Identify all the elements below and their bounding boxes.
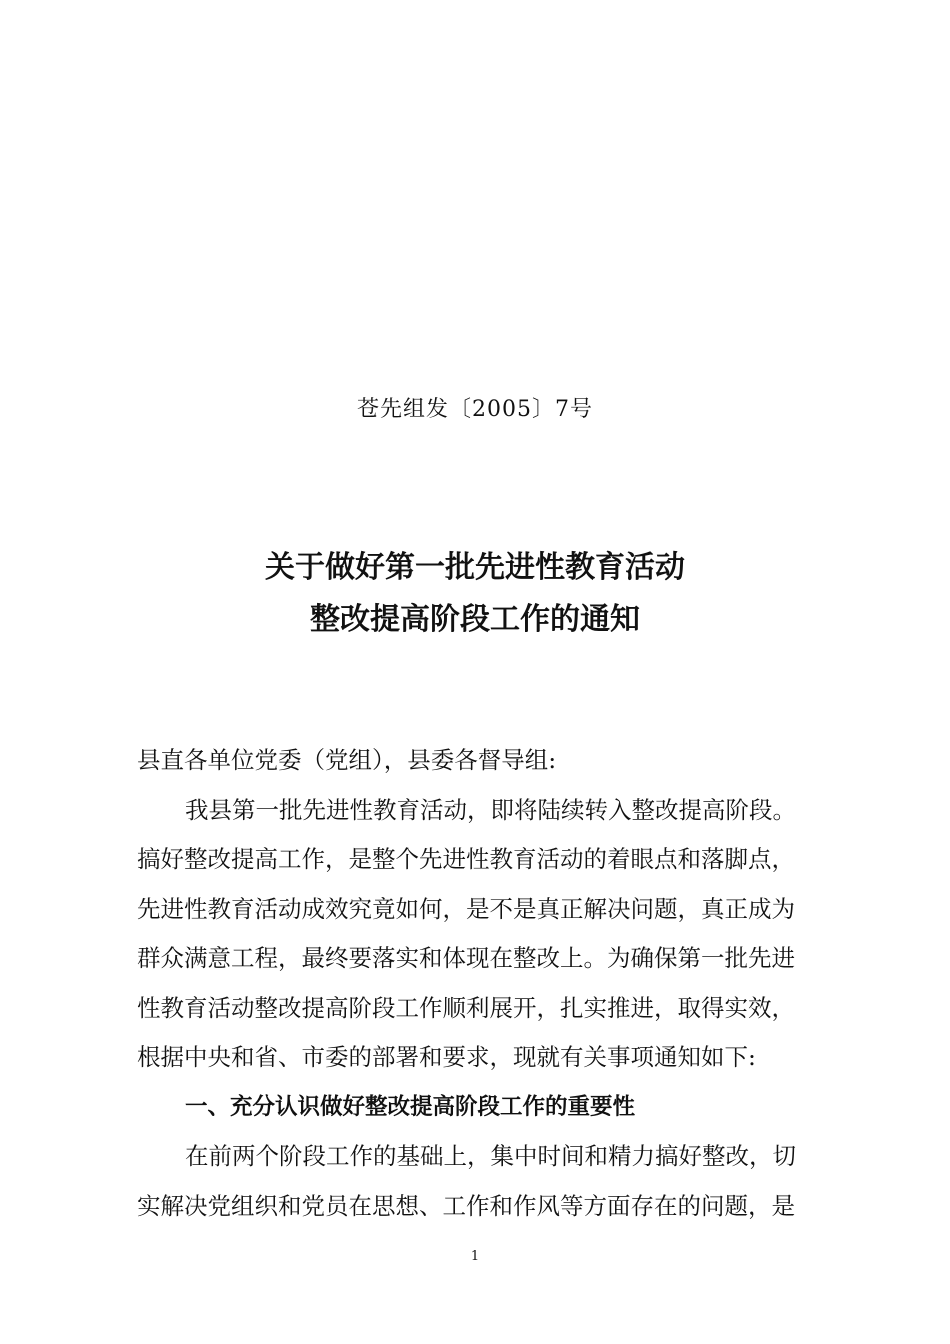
document-title-line-2: 整改提高阶段工作的通知 (310, 602, 640, 637)
salutation: 县直各单位党委（党组），县委各督导组: (137, 746, 557, 774)
paragraph-2-line: 实解决党组织和党员在思想、工作和作风等方面存在的问题，是 (137, 1191, 795, 1220)
paragraph-1-line: 搞好整改提高工作，是整个先进性教育活动的着眼点和落脚点， (137, 845, 795, 873)
document-title-line-1: 关于做好第一批先进性教育活动 (265, 550, 685, 585)
paragraph-1-line: 群众满意工程，最终要落实和体现在整改上。为确保第一批先进 (137, 944, 795, 972)
paragraph-1-line: 我县第一批先进性教育活动，即将陆续转入整改提高阶段。 (185, 795, 796, 824)
paragraph-2-line: 在前两个阶段工作的基础上，集中时间和精力搞好整改，切 (185, 1142, 796, 1170)
page-number: 1 (470, 1249, 480, 1264)
section-1-heading: 一、充分认识做好整改提高阶段工作的重要性 (185, 1093, 636, 1120)
document-number: 苍先组发〔2005〕7号 (357, 397, 593, 422)
document-body (137, 736, 837, 1231)
paragraph-1-line: 先进性教育活动成效究竟如何，是不是真正解决问题，真正成为 (137, 894, 795, 923)
paragraph-1-line: 根据中央和省、市委的部署和要求，现就有关事项通知如下: (137, 1043, 756, 1071)
paragraph-1-line: 性教育活动整改提高阶段工作顺利展开，扎实推进，取得实效， (137, 993, 795, 1022)
